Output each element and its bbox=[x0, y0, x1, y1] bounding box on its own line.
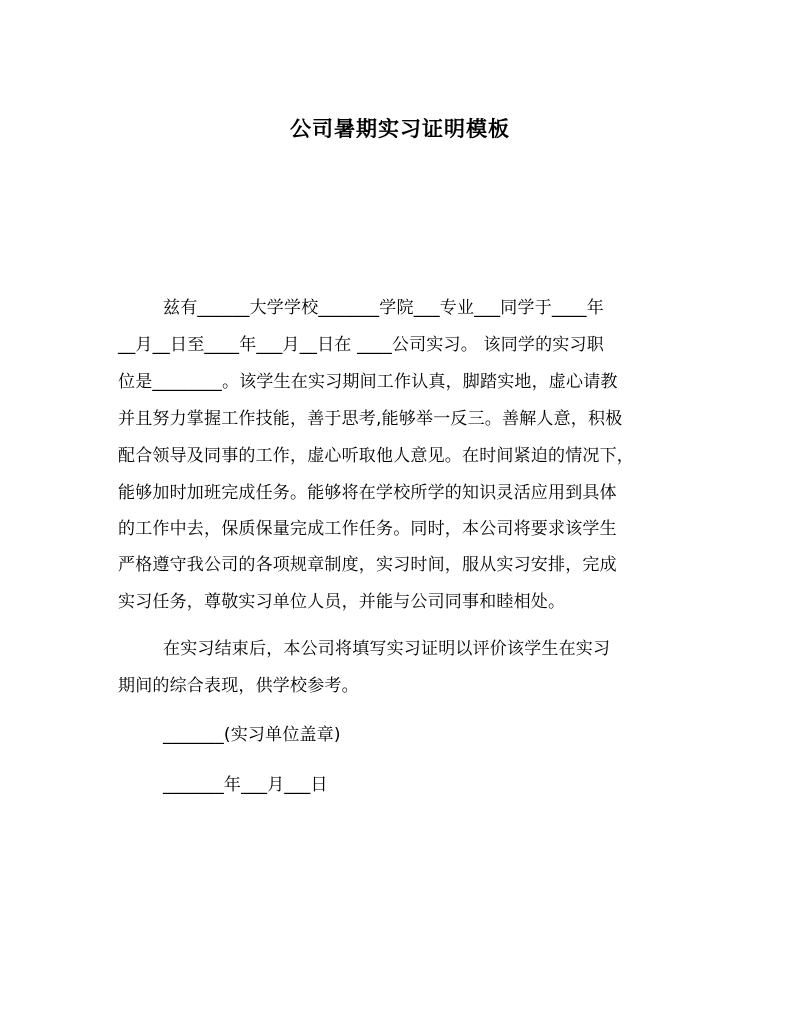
paragraph-1-line-7: 的工作中去，保质保量完成工作任务。同时，本公司将要求该学生 bbox=[118, 519, 617, 539]
seal-line: _______(实习单位盖章) bbox=[163, 725, 341, 745]
paragraph-1-line-6: 能够加时加班完成任务。能够将在学校所学的知识灵活应用到具体 bbox=[118, 483, 617, 503]
paragraph-1-line-5: 配合领导及同事的工作，虚心听取他人意见。在时间紧迫的情况下， bbox=[118, 446, 634, 466]
paragraph-1-line-3: 位是________。该学生在实习期间工作认真，脚踏实地，虚心请教 bbox=[118, 372, 618, 392]
paragraph-2-line-2: 期间的综合表现，供学校参考。 bbox=[118, 676, 359, 696]
paragraph-1-line-4: 并且努力掌握工作技能，善于思考,能够举一反三。善解人意，积极 bbox=[118, 409, 623, 429]
date-line: _______年___月___日 bbox=[163, 775, 328, 795]
document-title: 公司暑期实习证明模板 bbox=[290, 117, 510, 141]
paragraph-1-line-8: 严格遵守我公司的各项规章制度，实习时间，服从实习安排，完成 bbox=[118, 555, 617, 575]
paragraph-1-line-9: 实习任务，尊敬实习单位人员，并能与公司同事和睦相处。 bbox=[118, 592, 566, 612]
paragraph-1-line-1: 兹有______大学学校_______学院___专业___同学于____年 bbox=[163, 298, 604, 318]
paragraph-2-line-1: 在实习结束后，本公司将填写实习证明以评价该学生在实习 bbox=[163, 639, 611, 659]
paragraph-1-line-2: __月__日至____年___月__日在 ____公司实习。 该同学的实习职 bbox=[118, 335, 604, 355]
